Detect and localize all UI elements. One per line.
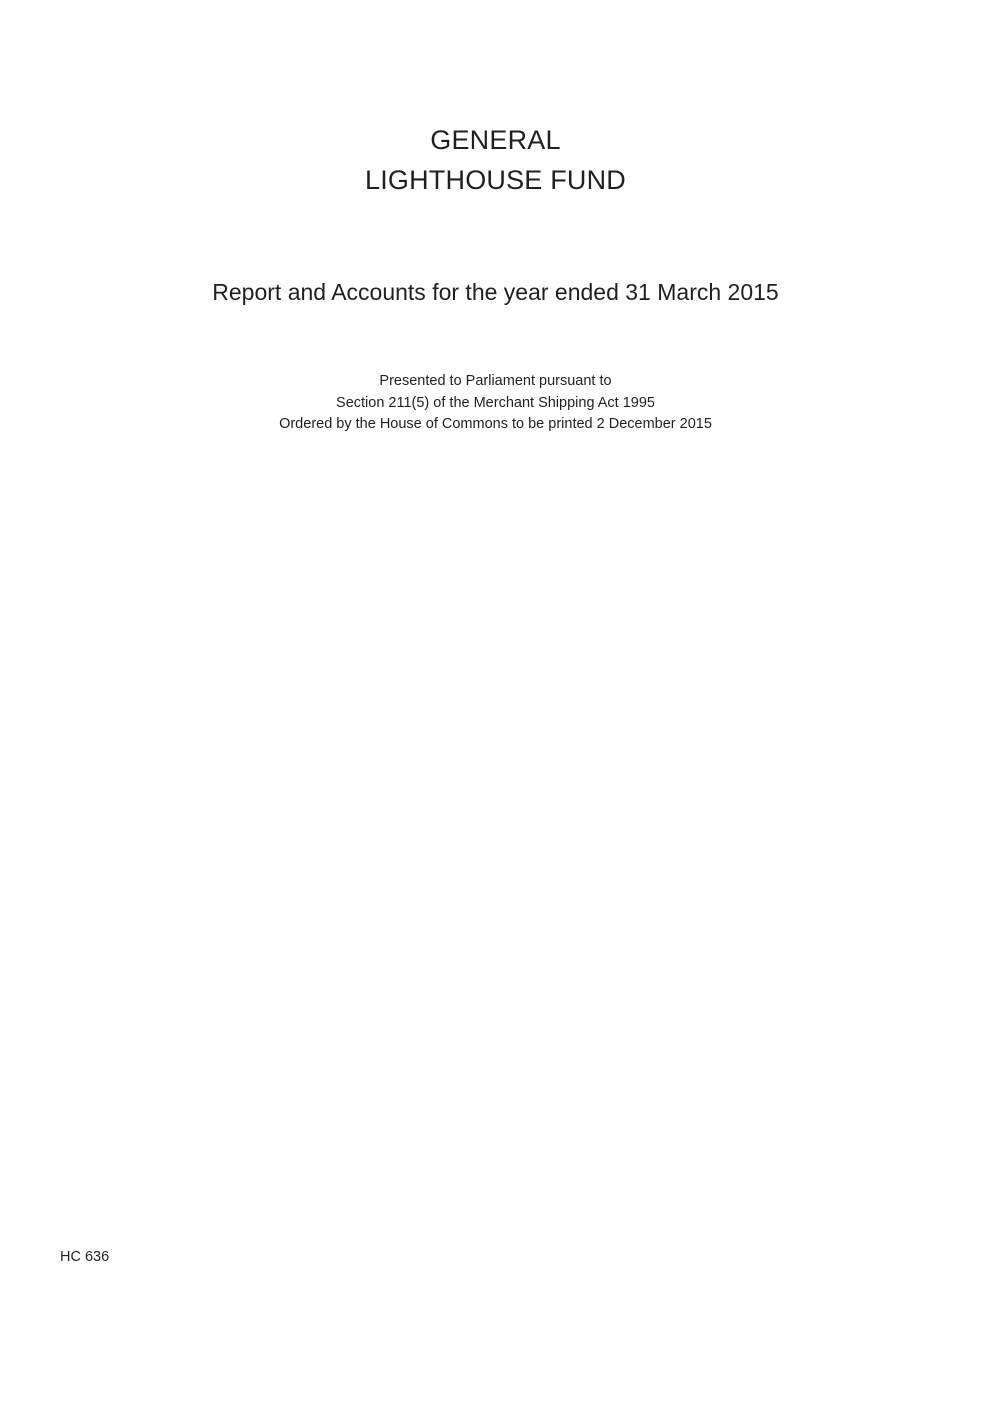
presentation-statement — [0, 371, 991, 436]
presented-line-3: Ordered by the House of Commons to be printed 2 December 2015 — [279, 416, 712, 432]
presented-line-1: Presented to Parliament pursuant to — [379, 373, 612, 389]
document-title — [0, 120, 991, 200]
report-subtitle: Report and Accounts for the year ended 31 March 2015 — [212, 279, 779, 305]
title-line-2: LIGHTHOUSE FUND — [364, 165, 627, 195]
presented-line-2: Section 211(5) of the Merchant Shipping Act 1995 — [336, 394, 655, 411]
title-line-1: GENERAL — [430, 125, 561, 155]
hc-number: HC 636 — [60, 1249, 110, 1265]
